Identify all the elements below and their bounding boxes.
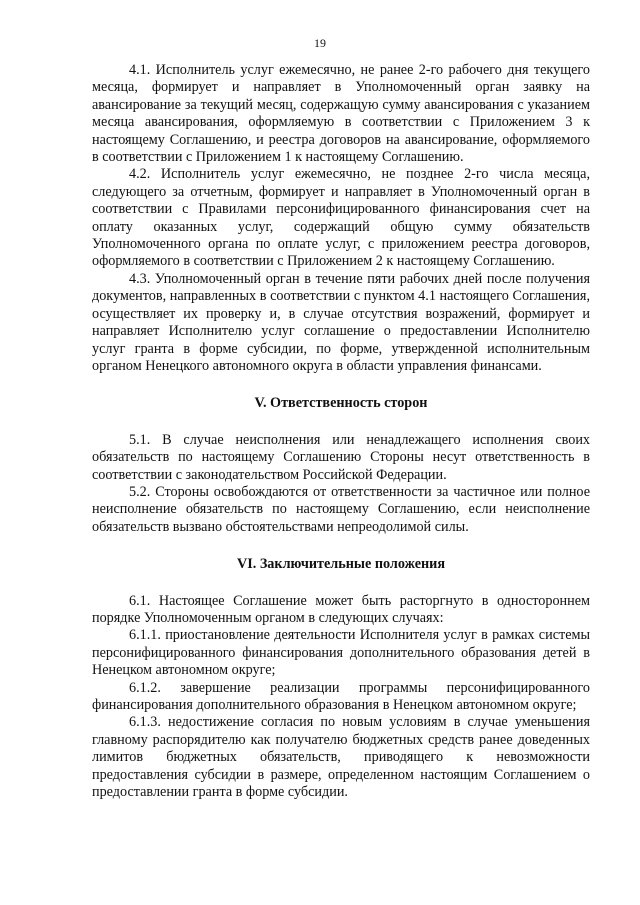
document-body (92, 62, 590, 801)
paragraph-6-1-2: 6.1.2. завершение реализации программы персонифицированного финансирования дополнительного образования в Ненецком автономном округе; (92, 679, 590, 713)
paragraph-5-2: 5.2. Стороны освобождаются от ответственности за частичное или полное неисполнение обязательств по настоящему Соглашению, если неисполнение обязательств вызвано обстоятельствами непреодолимой силы. (92, 483, 590, 535)
paragraph-4-2: 4.2. Исполнитель услуг ежемесячно, не позднее 2-го числа месяца, следующего за отчетным, формирует и направляет в Уполномоченный орган в соответствии с Правилами персонифицированного финансирования счет на оплату оказанных услуг, содержащий общую сумму обязательств Уполномоченного органа по оплате услуг, с приложением реестра договоров, оформляемого в соответствии с Приложением 2 к настоящему Соглашению. (92, 166, 590, 270)
section-6-heading: VI. Заключительные положения (236, 556, 446, 573)
paragraph-6-1-3: 6.1.3. недостижение согласия по новым условиям в случае уменьшения главному распорядителю как получателю бюджетных средств ранее доведенных лимитов бюджетных обязательств, приводящего к невозможности предоставления субсидии в размере, определенном настоящим Соглашением о предоставлении гранта в форме субсидии. (92, 714, 590, 801)
section-5-heading: V. Ответственность сторон (254, 395, 428, 412)
paragraph-6-1-1: 6.1.1. приостановление деятельности Исполнителя услуг в рамках системы персонифицированного финансирования дополнительного образования детей в Ненецком автономном округе; (92, 627, 590, 679)
page-number: 19 (314, 36, 326, 50)
paragraph-5-1: 5.1. В случае неисполнения или ненадлежащего исполнения своих обязательств по настоящему Соглашению Стороны несут ответственность в соответствии с законодательством Российской Федерации. (92, 431, 590, 483)
paragraph-4-1: 4.1. Исполнитель услуг ежемесячно, не ранее 2-го рабочего дня текущего месяца, формирует и направляет в Уполномоченный орган заявку на авансирование за текущий месяц, содержащую сумму авансирования с указанием месяца авансирования, оформляемую в соответствии с Приложением 3 к настоящему Соглашению, и реестра договоров на авансирование, оформляемого в соответствии с Приложением 1 к настоящему Соглашению. (92, 62, 590, 166)
paragraph-6-1: 6.1. Настоящее Соглашение может быть расторгнуто в одностороннем порядке Уполномоченным органом в следующих случаях: (92, 592, 590, 626)
paragraph-4-3: 4.3. Уполномоченный орган в течение пяти рабочих дней после получения документов, направленных в соответствии с пунктом 4.1 настоящего Соглашения, осуществляет их проверку и, в случае отсутствия возражений, формирует и направляет Исполнителю услуг соглашение о предоставлении Исполнителю услуг гранта в форме субсидии, по форме, утвержденной исполнительным органом Ненецкого автономного округа в области управления финансами. (92, 270, 590, 374)
